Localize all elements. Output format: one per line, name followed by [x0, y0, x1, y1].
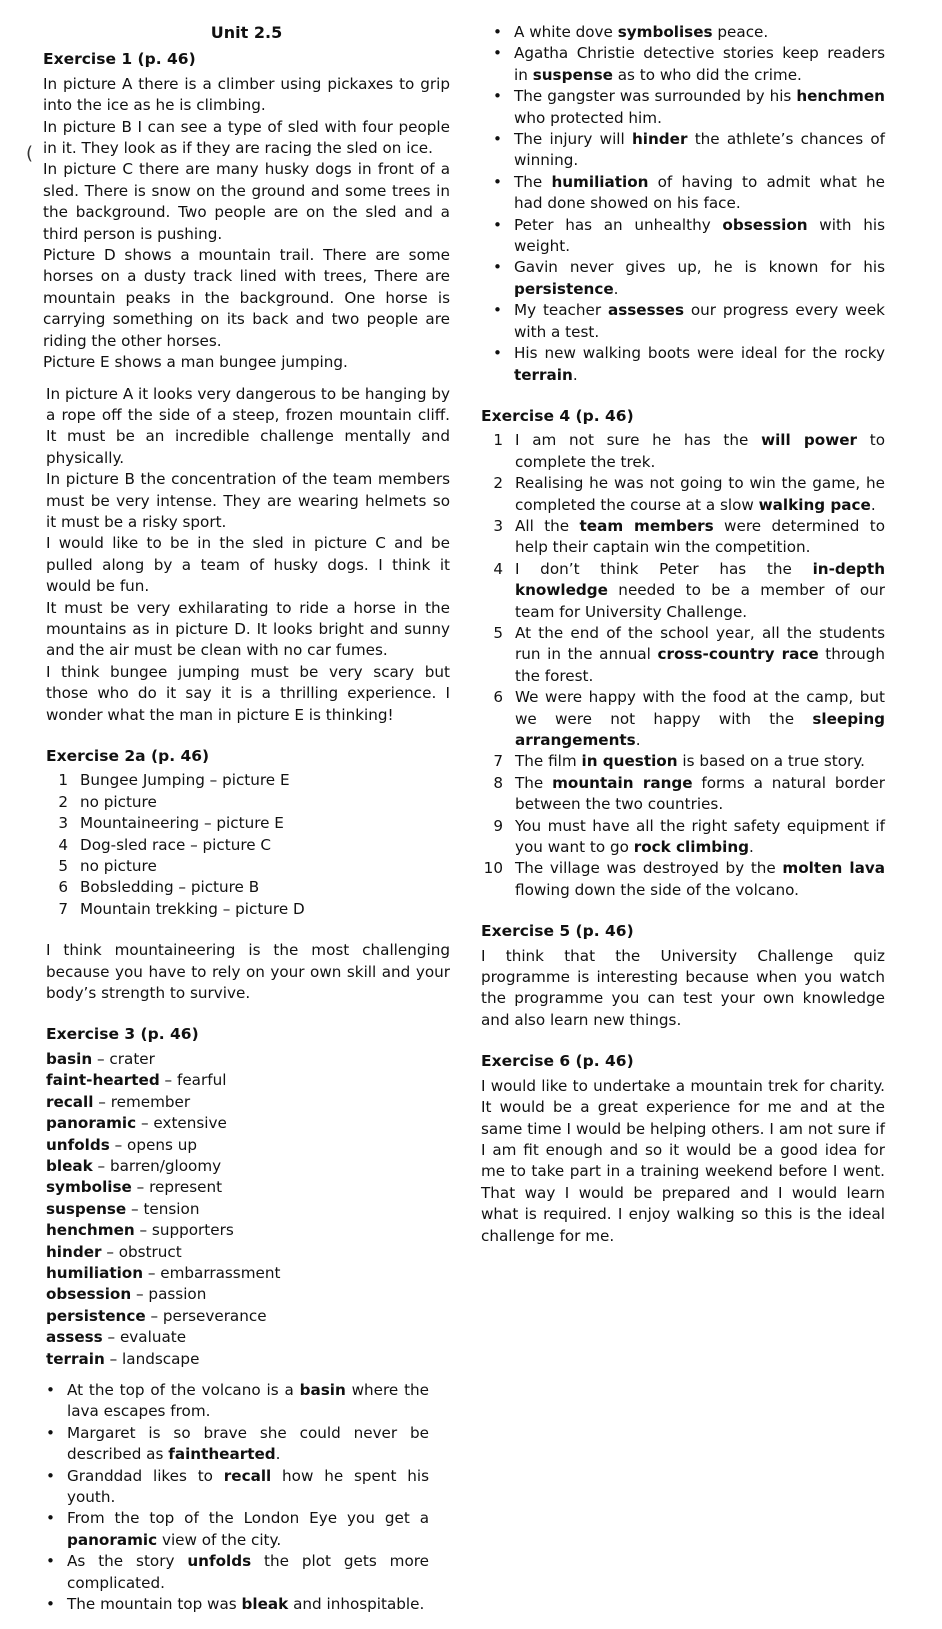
item-text: no picture: [80, 792, 157, 811]
vocab-row: [46, 1092, 450, 1113]
exercise-3-sentences-right: [481, 22, 885, 386]
sentence-end: our progress every week with a test.: [514, 301, 885, 341]
keyword: bleak: [241, 1595, 289, 1614]
item-text: [515, 773, 885, 816]
vocab-row: [46, 1177, 450, 1198]
sentence-start: The injury will: [514, 130, 632, 149]
keyword: walking pace: [758, 495, 871, 514]
list-item: [46, 792, 450, 813]
vocab-word: faint-hearted: [46, 1071, 160, 1090]
item-number: 6: [493, 688, 503, 707]
bullet-icon: •: [46, 1509, 55, 1528]
sentence-start: The film: [515, 752, 582, 771]
item-text: [515, 623, 885, 687]
vocab-definition: – fearful: [159, 1071, 227, 1090]
keyword: hinder: [631, 130, 688, 149]
item-text: [515, 687, 885, 751]
right-column: [481, 22, 885, 1261]
sentence: [514, 22, 885, 43]
sentence-start: At the top of the volcano is a: [67, 1380, 300, 1399]
item-number: 1: [493, 431, 503, 450]
sentence-start: Agatha Christie detective stories keep readers in: [514, 44, 885, 84]
sentence: [514, 172, 885, 215]
item-number: 3: [58, 814, 68, 833]
vocab-word: basin: [46, 1049, 93, 1068]
item-number: 2: [58, 792, 68, 811]
bullet-icon: •: [493, 344, 502, 363]
exercise-4-list: [481, 430, 885, 901]
keyword: unfolds: [187, 1552, 252, 1571]
vocab-word: panoramic: [46, 1114, 137, 1133]
vocab-word: suspense: [46, 1199, 127, 1218]
list-item: [34, 1423, 429, 1466]
sentence: [514, 257, 885, 300]
sentence: [514, 300, 885, 343]
list-item: [481, 751, 885, 772]
sentence-end: .: [275, 1445, 281, 1464]
sentence-end: through the forest.: [515, 645, 885, 685]
ex1-paragraph: In picture A it looks very dangerous to be hanging by a rope off the side of a steep, frozen mountain cliff. It must be an incredible challenge mentally and physically.: [46, 384, 450, 467]
vocab-word: unfolds: [46, 1135, 110, 1154]
exercise-3: [43, 1024, 450, 1615]
sentence-end: the plot gets more complicated.: [67, 1552, 429, 1592]
bullet-icon: •: [493, 23, 502, 41]
ex1-paragraph: I would like to be in the sled in picture C and be pulled along by a team of husky dogs. I think it would be fun.: [46, 534, 450, 596]
vocab-definition: – remember: [93, 1092, 191, 1111]
vocab-definition: – opens up: [109, 1135, 197, 1154]
vocab-row: [46, 1284, 450, 1305]
vocab-word: bleak: [46, 1156, 93, 1175]
list-item: [34, 1551, 429, 1594]
ex6-paragraph: I would like to undertake a mountain trek for charity. It would be a great experience for me and at the same time I would be helping others. I am not sure if I am fit enough and so it would be a good idea for me to take part in a training weekend before I went. That way I would be prepared and I would learn what is required. I enjoy walking so this is the ideal challenge for me.: [481, 1076, 885, 1245]
vocab-list: [46, 1049, 450, 1370]
sentence-end: peace.: [712, 23, 769, 41]
vocab-row: [46, 1220, 450, 1241]
list-item: [481, 300, 885, 343]
bullet-icon: •: [46, 1380, 55, 1399]
vocab-definition: – obstruct: [101, 1242, 182, 1261]
list-item: [481, 516, 885, 559]
bullet-icon: •: [493, 215, 502, 234]
vocab-word: terrain: [46, 1349, 105, 1368]
sentence-end: forms a natural border between the two countries.: [515, 773, 886, 814]
item-number: 1: [58, 771, 68, 790]
keyword: humiliation: [551, 172, 649, 191]
sentence-start: The: [514, 172, 552, 191]
list-item: [481, 86, 885, 129]
sentence-start: The mountain top was: [67, 1595, 242, 1614]
exercise-3-sentences-left: [34, 1380, 429, 1615]
vocab-row: [46, 1070, 450, 1091]
bullet-icon: •: [493, 301, 502, 320]
item-number: 4: [58, 835, 68, 854]
sentence: [514, 86, 885, 129]
bullet-icon: •: [493, 258, 502, 277]
vocab-row: [46, 1306, 450, 1327]
vocab-row: [46, 1135, 450, 1156]
sentence: [67, 1551, 429, 1594]
sentence-end: is based on a true story.: [677, 752, 865, 771]
vocab-row: [46, 1199, 450, 1220]
sentence-end: of having to admit what he had done showed on his face.: [514, 172, 886, 213]
bullet-icon: •: [46, 1595, 55, 1614]
exercise-6: [481, 1051, 885, 1247]
unit-title: Unit 2.5: [210, 23, 283, 42]
item-text: Bobsledding – picture B: [80, 878, 260, 897]
ex1-paragraph: Picture D shows a mountain trail. There are some horses on a dusty track lined with trees, There are mountain peaks in the background. One horse is carrying something on its back and two people are riding the other horses.: [43, 246, 450, 350]
vocab-row: [46, 1242, 450, 1263]
sentence-end: .: [635, 731, 641, 749]
list-item: [34, 1508, 429, 1551]
vocab-word: assess: [46, 1328, 103, 1347]
sentence-end: how he spent his youth.: [67, 1466, 429, 1506]
bullet-icon: •: [493, 44, 502, 63]
item-number: 6: [58, 878, 68, 897]
sentence-start: I am not sure he has the: [515, 431, 762, 450]
keyword: symbolises: [617, 23, 713, 41]
item-text: [515, 816, 885, 859]
item-text: [515, 858, 885, 901]
sentence-start: All the: [515, 516, 580, 535]
sentence: [67, 1594, 429, 1615]
keyword: panoramic: [67, 1530, 158, 1549]
keyword: in-depth knowledge: [515, 559, 885, 600]
item-number: 8: [493, 773, 503, 792]
item-text: no picture: [80, 857, 157, 876]
list-item: [34, 1466, 429, 1509]
item-number: 4: [493, 559, 503, 578]
sentence: [67, 1466, 429, 1509]
keyword: in question: [581, 752, 678, 771]
sentence: [67, 1508, 429, 1551]
item-text: [515, 751, 885, 772]
sentence-end: where the lava escapes from.: [67, 1380, 429, 1421]
sentence-start: The gangster was surrounded by his: [514, 87, 797, 106]
item-text: Dog-sled race – picture C: [80, 835, 272, 854]
vocab-word: hinder: [46, 1242, 102, 1261]
list-item: [481, 430, 885, 473]
list-item: [481, 473, 885, 516]
vocab-word: obsession: [46, 1285, 132, 1304]
vocab-definition: – embarrassment: [143, 1263, 281, 1282]
exercise-2a-list: [46, 770, 450, 920]
keyword: team members: [579, 516, 714, 535]
list-item: [34, 1380, 429, 1423]
vocab-row: [46, 1049, 450, 1070]
ex2a-paragraph: I think mountaineering is the most challenging because you have to rely on your own skill and your body’s strength to survive.: [46, 941, 450, 1003]
vocab-row: [46, 1263, 450, 1284]
bullet-icon: •: [493, 130, 502, 149]
list-item: [481, 623, 885, 687]
sentence-start: Realising he was not going to win the game, he completed the course at a slow: [515, 474, 885, 514]
keyword: terrain: [514, 365, 573, 384]
bullet-icon: •: [46, 1552, 55, 1571]
sentence-end: .: [870, 495, 876, 514]
vocab-definition: – evaluate: [102, 1328, 187, 1347]
sentence-start: The village was destroyed by the: [515, 859, 783, 878]
vocab-definition: – barren/gloomy: [92, 1156, 222, 1175]
item-number: 9: [493, 816, 503, 835]
keyword: recall: [223, 1466, 272, 1485]
keyword: obsession: [722, 215, 808, 234]
sentence-end: who protected him.: [514, 108, 662, 127]
list-item: [46, 835, 450, 856]
list-item: [481, 22, 885, 43]
sentence-end: needed to be a member of our team for University Challenge.: [515, 581, 885, 621]
vocab-word: symbolise: [46, 1178, 132, 1197]
sentence-end: to complete the trek.: [515, 431, 886, 471]
sentence-end: .: [572, 365, 578, 384]
list-item: [481, 129, 885, 172]
item-text: Bungee Jumping – picture E: [80, 771, 290, 790]
list-item: [481, 816, 885, 859]
sentence-start: As the story: [67, 1552, 188, 1571]
exercise-2a-heading: Exercise 2a (p. 46): [46, 747, 210, 765]
sentence-start: Granddad likes to: [67, 1466, 224, 1485]
ex1-paragraph: Picture E shows a man bungee jumping.: [43, 353, 348, 372]
ex1-paragraph: In picture C there are many husky dogs in front of a sled. There is snow on the ground and some trees in the background. Two people are on the sled and a third person is pushing.: [43, 160, 450, 243]
keyword: rock climbing: [633, 838, 750, 857]
keyword: cross-country race: [657, 645, 819, 664]
exercise-1: [43, 49, 450, 726]
exercise-4: [481, 406, 885, 901]
sentence: [67, 1423, 429, 1466]
sentence-start: Margaret is so brave she could never be described as: [67, 1423, 429, 1464]
keyword: henchmen: [796, 87, 885, 106]
exercise-1-heading: Exercise 1 (p. 46): [43, 50, 196, 69]
list-item: [481, 687, 885, 751]
vocab-row: [46, 1327, 450, 1348]
keyword: sleeping arrangements: [515, 709, 885, 749]
margin-mark: (: [26, 143, 34, 164]
list-item: [46, 770, 450, 791]
exercise-5: [481, 921, 885, 1031]
bullet-icon: •: [493, 87, 502, 106]
sentence-start: At the end of the school year, all the students run in the annual: [515, 623, 885, 664]
bullet-icon: •: [46, 1466, 55, 1485]
exercise-2a: [43, 746, 450, 1004]
sentence-end: with his weight.: [514, 215, 885, 256]
vocab-word: humiliation: [46, 1263, 144, 1282]
list-item: [46, 856, 450, 877]
list-item: [481, 773, 885, 816]
vocab-word: recall: [46, 1092, 94, 1111]
keyword: mountain range: [552, 773, 693, 792]
ex1-paragraph: In picture B the concentration of the team members must be very intense. They are wearing helmets so it must be a risky sport.: [46, 470, 450, 531]
sentence: [514, 129, 885, 172]
exercise-6-heading: Exercise 6 (p. 46): [481, 1052, 634, 1071]
left-column: [43, 22, 450, 1629]
list-item: [481, 43, 885, 86]
keyword: fainthearted: [168, 1445, 276, 1464]
vocab-definition: – extensive: [136, 1114, 227, 1133]
item-text: [515, 516, 885, 559]
sentence-start: His new walking boots were ideal for the rocky: [514, 344, 885, 363]
list-item: [481, 343, 885, 386]
item-number: 7: [58, 899, 68, 918]
item-number: 5: [493, 623, 503, 642]
exercise-3-heading: Exercise 3 (p. 46): [46, 1025, 199, 1044]
keyword: assesses: [607, 301, 685, 320]
sentence-start: We were happy with the food at the camp, but we were not happy with the: [515, 688, 885, 728]
vocab-definition: – supporters: [134, 1221, 234, 1240]
list-item: [46, 899, 450, 920]
list-item: [481, 172, 885, 215]
sentence-end: view of the city.: [157, 1530, 282, 1549]
sentence-start: Gavin never gives up, he is known for his: [514, 258, 885, 277]
vocab-row: [46, 1113, 450, 1134]
vocab-row: [46, 1349, 450, 1370]
sentence-start: My teacher: [514, 301, 608, 320]
item-number: 2: [493, 474, 503, 493]
keyword: suspense: [532, 65, 613, 84]
sentence: [514, 343, 885, 386]
list-item: [481, 858, 885, 901]
sentence-start: Peter has an unhealthy: [514, 215, 723, 234]
vocab-definition: – landscape: [104, 1349, 200, 1368]
keyword: will power: [761, 431, 858, 450]
sentence: [514, 215, 885, 258]
ex1-paragraph: I think bungee jumping must be very scary but those who do it say it is a thrilling experience. I wonder what the man in picture E is thinking!: [46, 662, 450, 724]
sentence-end: the athlete’s chances of winning.: [514, 130, 885, 170]
item-number: 3: [493, 516, 503, 535]
keyword: persistence: [514, 279, 614, 298]
keyword: molten lava: [782, 859, 885, 878]
item-number: 10: [483, 859, 503, 878]
list-item: [481, 215, 885, 258]
vocab-definition: – represent: [131, 1178, 223, 1197]
ex5-paragraph: I think that the University Challenge quiz programme is interesting because when you watch the programme you can test your own knowledge and also learn new things.: [481, 946, 885, 1029]
sentence-end: and inhospitable.: [288, 1595, 425, 1614]
sentence-end: as to who did the crime.: [612, 65, 802, 84]
item-text: Mountain trekking – picture D: [80, 899, 305, 918]
list-item: [34, 1594, 429, 1615]
list-item: [46, 877, 450, 898]
list-item: [46, 813, 450, 834]
item-text: [515, 559, 885, 623]
vocab-definition: – perseverance: [145, 1306, 267, 1325]
sentence: [514, 43, 885, 86]
vocab-word: persistence: [46, 1306, 146, 1325]
vocab-definition: – crater: [92, 1049, 155, 1068]
vocab-definition: – tension: [126, 1199, 200, 1218]
item-text: Mountaineering – picture E: [80, 814, 284, 833]
bullet-icon: •: [493, 172, 502, 191]
item-number: 7: [493, 752, 503, 771]
item-text: [515, 430, 885, 473]
vocab-row: [46, 1156, 450, 1177]
item-number: 5: [58, 857, 68, 876]
sentence-start: From the top of the London Eye you get a: [67, 1509, 429, 1528]
list-item: [481, 257, 885, 300]
sentence-end: .: [749, 838, 754, 857]
sentence-end: were determined to help their captain win the competition.: [515, 516, 885, 557]
ex1-paragraph: It must be very exhilarating to ride a horse in the mountains as in picture D. It looks bright and sunny and the air must be clean with no car fumes.: [46, 598, 450, 660]
sentence-start: A white dove: [514, 23, 618, 41]
ex1-paragraph: In picture B I can see a type of sled with four people in it. They look as if they are racing the sled on ice.: [43, 117, 450, 158]
sentence-end: flowing down the side of the volcano.: [515, 880, 799, 899]
vocab-definition: – passion: [131, 1285, 207, 1304]
exercise-5-heading: Exercise 5 (p. 46): [481, 922, 634, 941]
ex1-paragraph: In picture A there is a climber using pickaxes to grip into the ice as he is climbing.: [43, 74, 450, 115]
sentence-start: I don’t think Peter has the: [515, 559, 813, 578]
list-item: [481, 559, 885, 623]
sentence: [67, 1380, 429, 1423]
sentence-start: You must have all the right safety equipment if you want to go: [515, 816, 885, 857]
sentence-end: .: [613, 279, 619, 298]
exercise-4-heading: Exercise 4 (p. 46): [481, 406, 634, 425]
bullet-icon: •: [46, 1423, 55, 1442]
keyword: basin: [299, 1380, 346, 1399]
sentence-start: The: [515, 773, 553, 792]
item-text: [515, 473, 885, 516]
vocab-word: henchmen: [46, 1221, 135, 1240]
